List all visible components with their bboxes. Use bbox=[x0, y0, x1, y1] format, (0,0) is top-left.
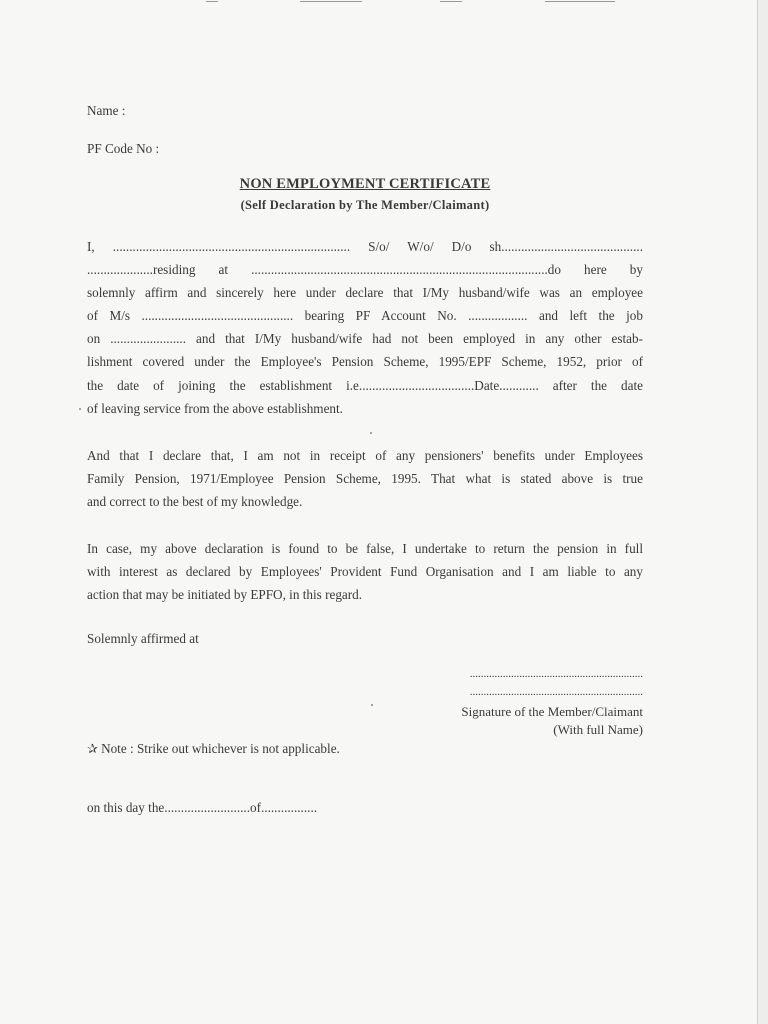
scan-mark bbox=[545, 1, 615, 2]
declaration-line: the date of joining the establishment i.e...................................Date............ after the date bbox=[87, 378, 643, 393]
declaration-line: of M/s .............................................. bearing PF Account No. .................. and left the job bbox=[87, 308, 643, 323]
scan-speck bbox=[79, 408, 81, 410]
pf-code-field-label: PF Code No : bbox=[87, 141, 160, 156]
name-field-label: Name : bbox=[87, 103, 126, 118]
scan-speck bbox=[371, 704, 373, 706]
certificate-subtitle: (Self Declaration by The Member/Claimant) bbox=[240, 198, 490, 212]
signature-label: Signature of the Member/Claimant bbox=[461, 704, 643, 719]
declaration-line: lishment covered under the Employee's Pension Scheme, 1995/EPF Scheme, 1952, prior of bbox=[87, 354, 643, 369]
scan-mark bbox=[440, 1, 462, 2]
affirmed-at-label: Solemnly affirmed at bbox=[87, 631, 199, 646]
declaration-line: ....................residing at ..........................................................................................do here by bbox=[87, 262, 643, 277]
declaration-line: I, ........................................................................ S/o/ W/o/ D/o sh........................................... bbox=[87, 239, 643, 254]
declaration-line: on ....................... and that I/My husband/wife had not been employed in any other estab- bbox=[87, 331, 643, 346]
pension-line: And that I declare that, I am not in receipt of any pensioners' benefits under Employees bbox=[87, 448, 643, 463]
note-text: Note : Strike out whichever is not applicable. bbox=[101, 741, 340, 756]
note-line bbox=[87, 741, 340, 757]
certificate-title: NON EMPLOYMENT CERTIFICATE bbox=[239, 176, 491, 192]
undertaking-line: with interest as declared by Employees' Provident Fund Organisation and I am liable to any bbox=[87, 564, 643, 579]
scan-mark bbox=[300, 1, 362, 2]
signature-blank-line: ............................................................... bbox=[469, 686, 643, 698]
pension-line: and correct to the best of my knowledge. bbox=[87, 494, 303, 509]
scan-mark bbox=[206, 1, 218, 2]
pension-line: Family Pension, 1971/Employee Pension Scheme, 1995. That what is stated above is true bbox=[87, 471, 643, 486]
undertaking-line: In case, my above declaration is found to be false, I undertake to return the pension in full bbox=[87, 541, 643, 556]
declaration-line: solemnly affirm and sincerely here under declare that I/My husband/wife was an employee bbox=[87, 285, 643, 300]
signature-sublabel: (With full Name) bbox=[553, 722, 643, 737]
scan-speck bbox=[370, 432, 372, 434]
date-line: on this day the..........................of................. bbox=[87, 800, 318, 815]
declaration-line: of leaving service from the above establishment. bbox=[87, 401, 343, 416]
undertaking-line: action that may be initiated by EPFO, in this regard. bbox=[87, 587, 363, 602]
star-icon: ✰ bbox=[87, 741, 99, 756]
signature-blank-line: ............................................................... bbox=[469, 668, 643, 680]
